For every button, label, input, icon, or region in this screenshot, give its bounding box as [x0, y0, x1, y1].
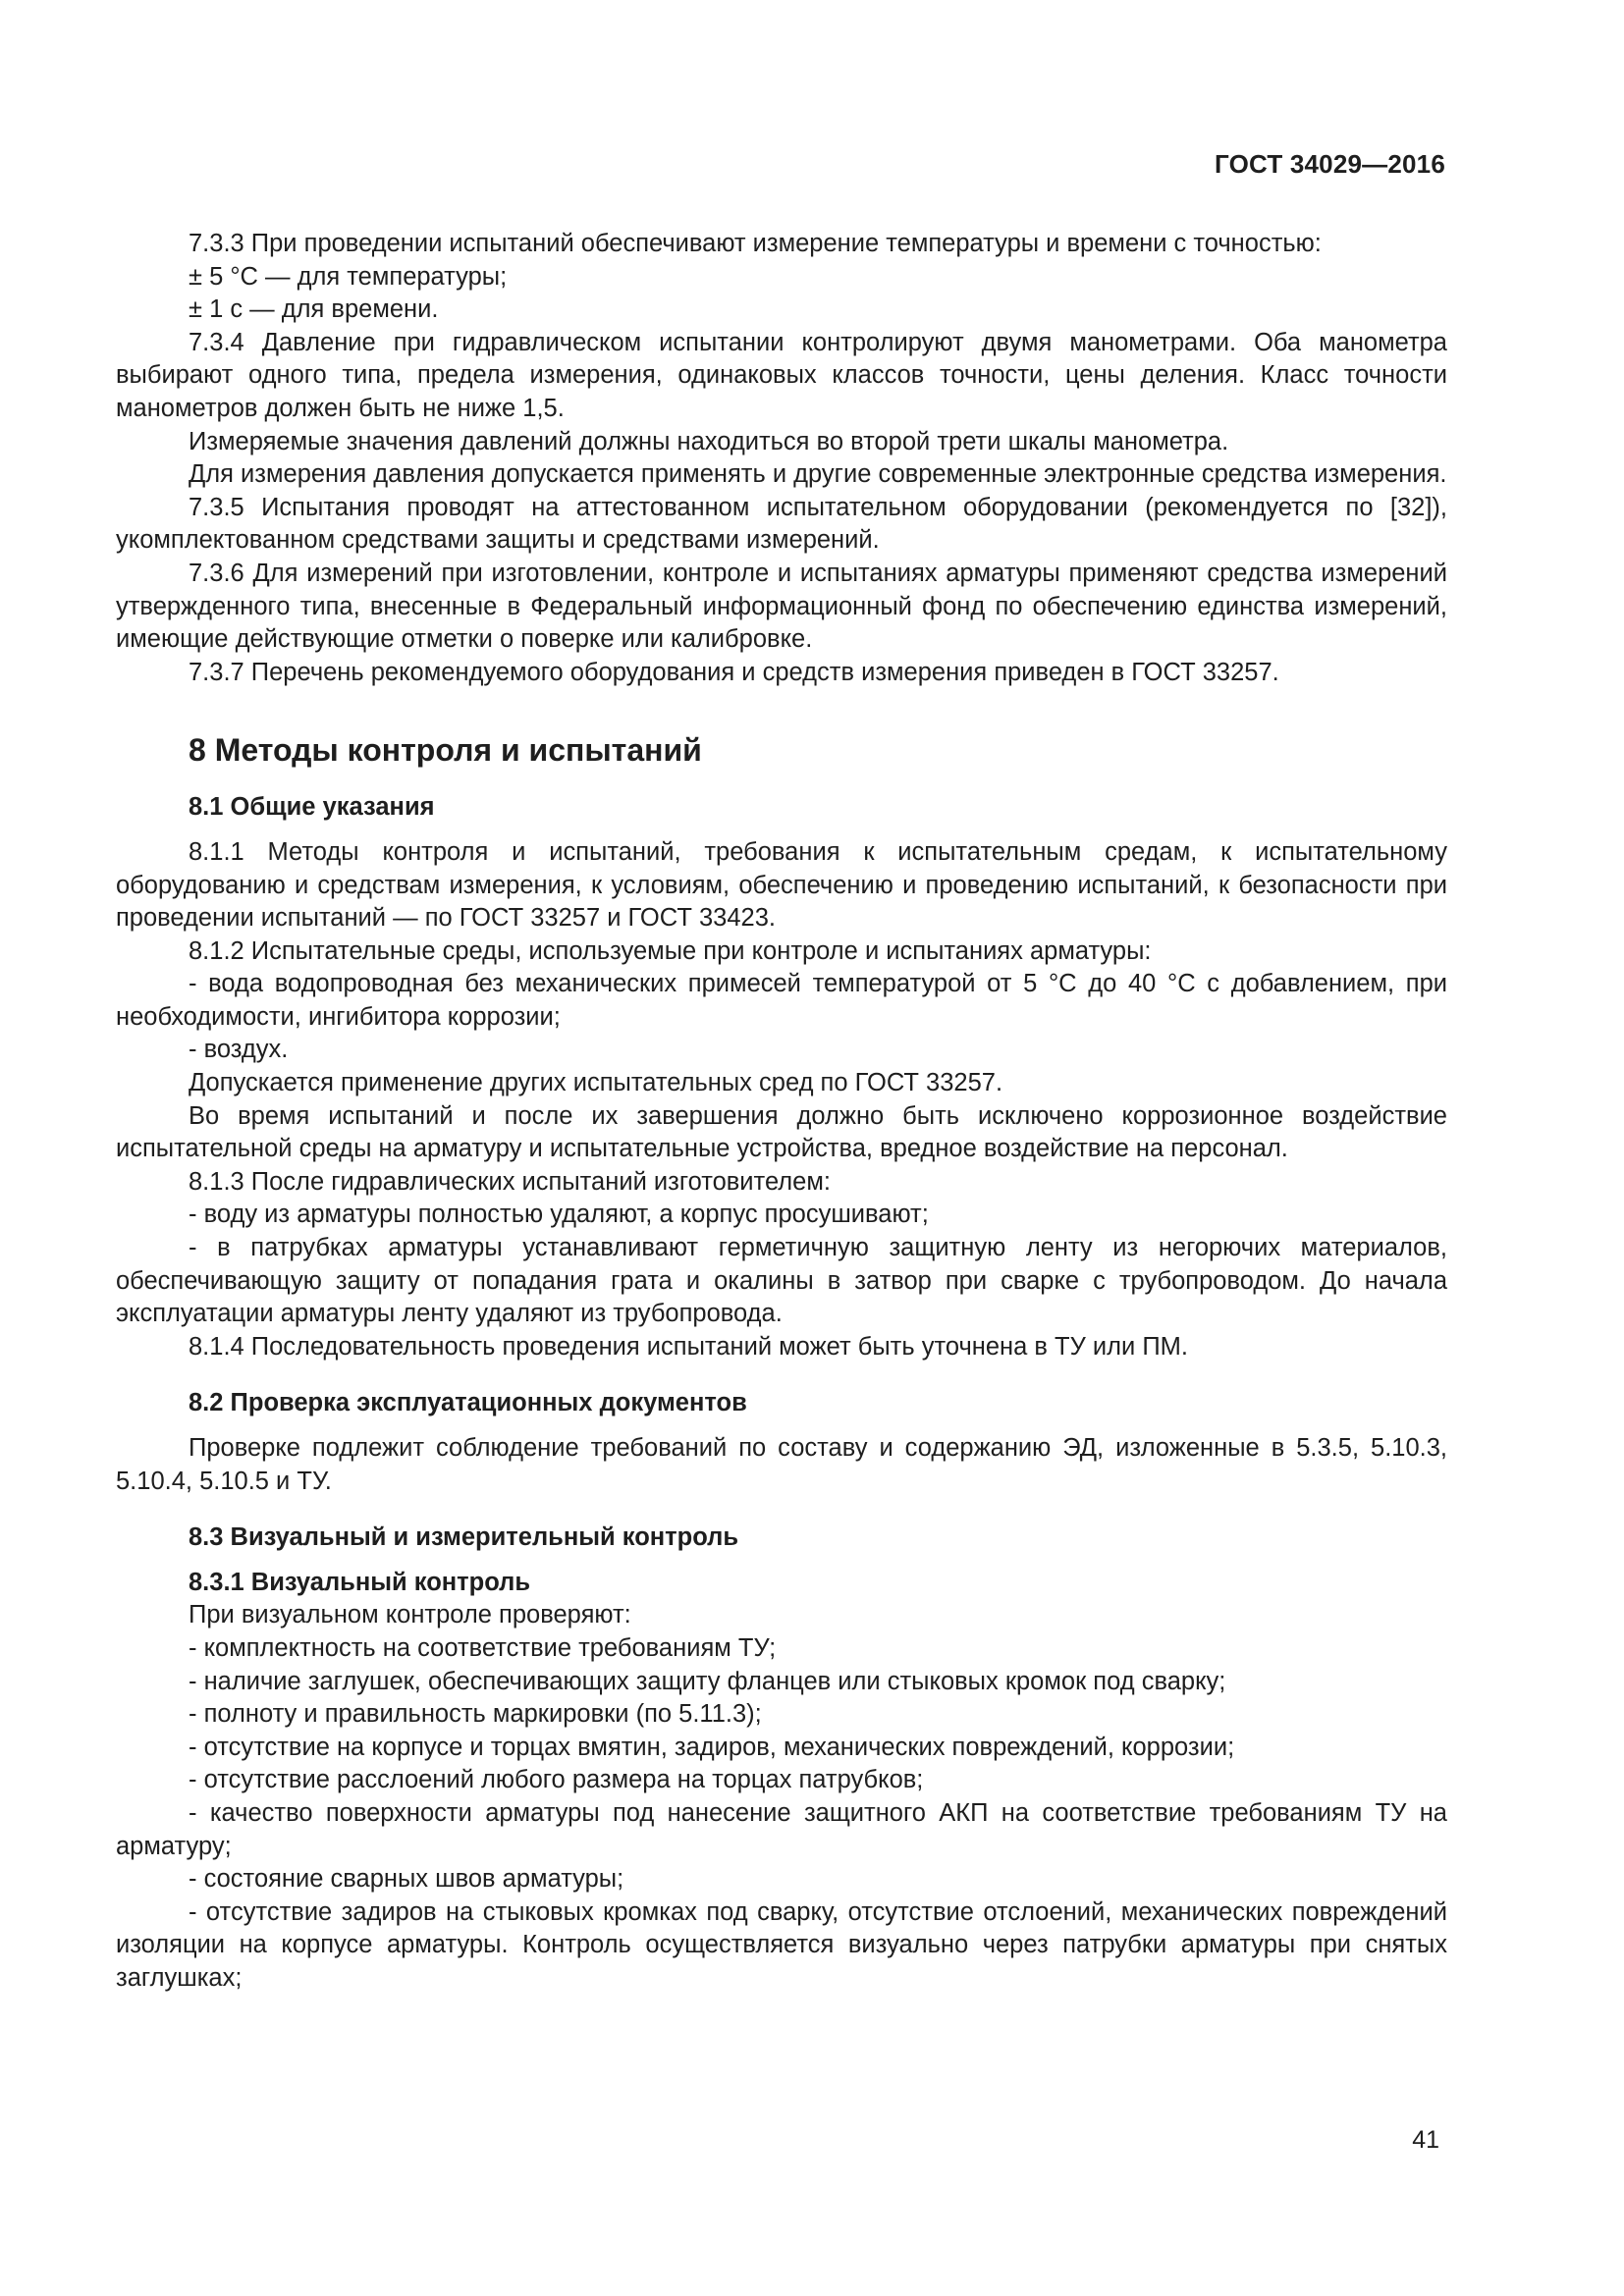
page-number: 41: [1412, 2126, 1439, 2154]
paragraph-7-3-6: 7.3.6 Для измерений при изготовлении, контроле и испытаниях арматуры применяют средства измерений утвержденного типа, внесенные в Федеральный информационный фонд по обеспечению единства измерений, имеющие действующие отметки о поверке или калибровке.: [116, 559, 1447, 654]
list-item-air: - воздух.: [189, 1036, 289, 1064]
paragraph-visual-check-intro: При визуальном контроле проверяют:: [189, 1601, 631, 1629]
list-item-time: ± 1 с — для времени.: [189, 295, 439, 324]
paragraph-7-3-3: 7.3.3 При проведении испытаний обеспечивают измерение температуры и времени с точностью:: [189, 230, 1322, 257]
paragraph-corrosion: Во время испытаний и после их завершения должно быть исключено коррозионное воздействие испытательной среды на арматуру и испытательные устройства, вредное воздействие на персонал.: [116, 1101, 1447, 1163]
paragraph-7-3-5: 7.3.5 Испытания проводят на аттестованном испытательном оборудовании (рекомендуется по [32]), укомплектованном средствами защиты и средствами измерений.: [116, 493, 1447, 555]
list-item-protective-tape: - в патрубках арматуры устанавливают герметичную защитную ленту из негорючих материалов, обеспечивающую защиту от попадания грата и окалины в затвор при сварке с трубопроводом. До начала эксплуатации арматуры ленту удаляют из трубопровода.: [116, 1234, 1447, 1328]
list-item-bevel-edges: - отсутствие задиров на стыковых кромках под сварку, отсутствие отслоений, механических повреждений изоляции на корпусе арматуры. Контроль осуществляется визуально через патрубки арматуры при снятых заглушках;: [116, 1897, 1447, 1992]
paragraph-electronic-means: Для измерения давления допускается применять и другие современные электронные средства измерения.: [189, 460, 1447, 489]
paragraph-7-3-7: 7.3.7 Перечень рекомендуемого оборудования и средств измерения приведен в ГОСТ 33257.: [189, 658, 1279, 686]
subsection-8-3-1-title: 8.3.1 Визуальный контроль: [189, 1568, 531, 1596]
document-code-header: ГОСТ 34029—2016: [1215, 149, 1445, 179]
paragraph-7-3-4: 7.3.4 Давление при гидравлическом испытании контролируют двумя манометрами. Оба манометра выбирают одного типа, предела измерения, одинаковых классов точности, цены деления. Класс точности манометров должен быть не ниже 1,5.: [116, 328, 1447, 422]
list-item-surface-quality: - качество поверхности арматуры под нанесение защитного АКП на соответствие требованиям ТУ на арматуру;: [116, 1798, 1447, 1860]
section-8-title: 8 Методы контроля и испытаний: [189, 732, 702, 769]
list-item-temperature: ± 5 °С — для температуры;: [189, 262, 508, 291]
subsection-8-1-title: 8.1 Общие указания: [189, 793, 435, 822]
subsection-8-3-title: 8.3 Визуальный и измерительный контроль: [189, 1523, 739, 1552]
list-item-welds: - состояние сварных швов арматуры;: [189, 1865, 624, 1894]
list-item-water: - вода водопроводная без механических примесей температурой от 5 °С до 40 °С с добавлением, при необходимости, ингибитора коррозии;: [116, 970, 1447, 1031]
page-content: [116, 228, 1447, 1996]
paragraph-other-media: Допускается применение других испытательных сред по ГОСТ 33257.: [189, 1069, 1003, 1097]
paragraph-8-1-3: 8.1.3 После гидравлических испытаний изготовителем:: [189, 1167, 831, 1196]
list-item-drying: - воду из арматуры полностью удаляют, а корпус просушивают;: [189, 1201, 929, 1229]
paragraph-pressure-values: Измеряемые значения давлений должны находиться во второй трети шкалы манометра.: [189, 427, 1229, 455]
list-item-damage: - отсутствие на корпусе и торцах вмятин, задиров, механических повреждений, коррозии;: [189, 1733, 1235, 1761]
list-item-delamination: - отсутствие расслоений любого размера на торцах патрубков;: [189, 1766, 924, 1794]
list-item-marking: - полноту и правильность маркировки (по 5.11.3);: [189, 1700, 762, 1729]
paragraph-8-2: Проверке подлежит соблюдение требований по составу и содержанию ЭД, изложенные в 5.3.5, 5.10.3, 5.10.4, 5.10.5 и ТУ.: [116, 1434, 1447, 1495]
subsection-8-2-title: 8.2 Проверка эксплуатационных документов: [189, 1389, 747, 1417]
paragraph-8-1-4: 8.1.4 Последовательность проведения испытаний может быть уточнена в ТУ или ПМ.: [189, 1332, 1188, 1361]
list-item-plugs: - наличие заглушек, обеспечивающих защиту фланцев или стыковых кромок под сварку;: [189, 1667, 1226, 1695]
list-item-completeness: - комплектность на соответствие требованиям ТУ;: [189, 1633, 777, 1662]
paragraph-8-1-1: 8.1.1 Методы контроля и испытаний, требования к испытательным средам, к испытательному оборудованию и средствам измерения, к условиям, обеспечению и проведению испытаний, к безопасности при проведении испытаний — по ГОСТ 33257 и ГОСТ 33423.: [116, 837, 1447, 933]
paragraph-8-1-2: 8.1.2 Испытательные среды, используемые при контроле и испытаниях арматуры:: [189, 936, 1152, 965]
